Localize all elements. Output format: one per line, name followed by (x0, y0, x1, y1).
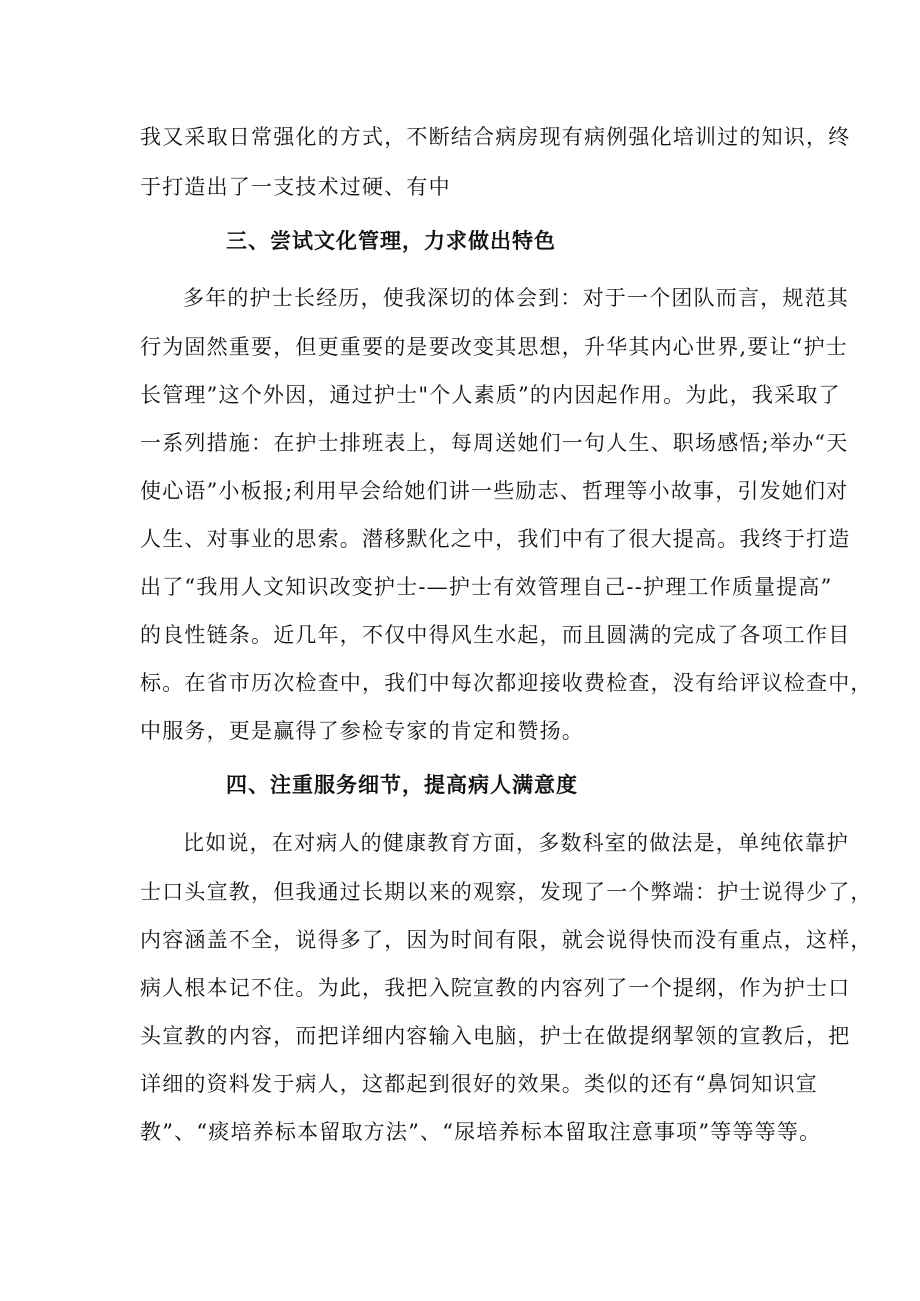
body-text-line: 头宣教的内容，而把详细内容输入电脑，护士在做提纲挈领的宣教后，把 (140, 1024, 851, 1048)
body-text-line: 我又采取日常强化的方式，不断结合病房现有病例强化培训过的知识，终 (140, 125, 851, 149)
body-text-line: 的良性链条。近几年，不仅中得风生水起，而且圆满的完成了各项工作目 (140, 623, 851, 647)
body-text-line: 中服务，更是赢得了参检专家的肯定和赞扬。 (140, 719, 584, 743)
section-heading-3: 三、尝试文化管理，力求做出特色 (226, 228, 556, 253)
body-text-line: 比如说，在对病人的健康教育方面，多数科室的做法是，单纯依靠护 (183, 831, 849, 855)
body-text-line: 于打造出了一支技术过硬、有中 (140, 175, 451, 199)
body-text-line: 出了“我用人文知识改变护士-—护士有效管理自己--护理工作质量提高” (140, 575, 833, 599)
body-text-line: 使心语”小板报;利用早会给她们讲一些励志、哲理等小故事，引发她们对 (140, 479, 849, 503)
body-text-line: 教”、“痰培养标本留取方法”、“尿培养标本留取注意事项”等等等等。 (140, 1120, 822, 1144)
body-text-line: 详细的资料发于病人，这都起到很好的效果。类似的还有“鼻饲知识宣 (140, 1072, 818, 1096)
section-heading-4: 四、注重服务细节，提高病人满意度 (226, 772, 578, 797)
body-text-line: 病人根本记不住。为此，我把入院宣教的内容列了一个提纲，作为护士口 (140, 976, 851, 1000)
body-text-line: 士口头宣教，但我通过长期以来的观察，发现了一个弊端：护士说得少了， (140, 880, 873, 904)
body-text-line: 人生、对事业的思索。潜移默化之中，我们中有了很大提高。我终于打造 (140, 527, 851, 551)
body-text-line: 行为固然重要，但更重要的是要改变其思想，升华其内心世界,要让“护士 (140, 335, 849, 359)
body-text-line: 长管理”这个外因，通过护士"个人素质”的内因起作用。为此，我采取了 (140, 383, 841, 407)
body-text-line: 内容涵盖不全，说得多了，因为时间有限，就会说得快而没有重点，这样， (140, 928, 873, 952)
body-text-line: 一系列措施：在护士排班表上，每周送她们一句人生、职场感悟;举办“天 (140, 431, 849, 455)
body-text-line: 标。在省市历次检查中，我们中每次都迎接收费检查，没有给评议检查中， (140, 671, 873, 695)
body-text-line: 多年的护士长经历，使我深切的体会到：对于一个团队而言，规范其 (183, 286, 849, 310)
